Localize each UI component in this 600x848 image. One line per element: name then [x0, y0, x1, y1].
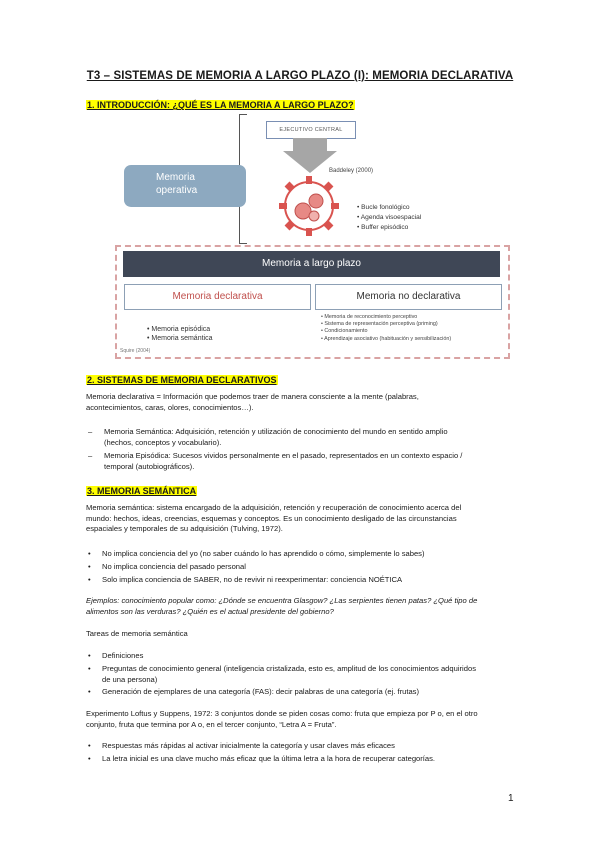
non-declarative-item: • Aprendizaje asociativo (habituación y sensibilización) — [321, 336, 451, 343]
working-memory-box: Memoria operativa — [124, 165, 246, 207]
non-declarative-items — [321, 314, 451, 343]
page-title: T3 – SISTEMAS DE MEMORIA A LARGO PLAZO (I): MEMORIA DECLARATIVA — [86, 70, 514, 82]
diagram-source: Squire (2004) — [120, 348, 151, 354]
non-declarative-memory-box: Memoria no declarativa — [315, 284, 502, 310]
semantic-definition: Memoria semántica: sistema encargado de la adquisición, retención y recuperación de conocimiento acerca del mundo: hechos, ideas, creencias, esquemas y conceptos. Es un conocimiento desligado de las circunstancias espaciales y temporales de su adquisición (Tulving, 1972). — [86, 503, 462, 533]
section-3-heading: 3. MEMORIA SEMÁNTICA — [87, 486, 197, 496]
gear-icon — [276, 173, 342, 239]
section-2-heading: 2. SISTEMAS DE MEMORIA DECLARATIVOS — [87, 375, 277, 385]
declarative-definition: Memoria declarativa = Información que podemos traer de manera consciente a la mente (palabras, acontecimientos, caras, olores, conocimientos…). — [86, 392, 419, 412]
declarative-items — [147, 325, 212, 343]
subsystem-item: • Buffer episódico — [357, 223, 421, 233]
down-arrow-icon — [293, 138, 327, 152]
baddeley-label: Baddeley (2000) — [329, 168, 374, 174]
section-1-heading: 1. INTRODUCCIÓN: ¿QUÉ ES LA MEMORIA A LARGO PLAZO? — [87, 100, 354, 110]
central-executive-box: EJECUTIVO CENTRAL — [266, 121, 356, 139]
declarative-item: • Memoria episódica — [147, 325, 212, 334]
subsystem-item: • Agenda visoespacial — [357, 213, 421, 223]
page-number: 1 — [508, 793, 514, 804]
memory-diagram — [0, 0, 600, 370]
non-declarative-item: • Memoria de reconocimiento perceptivo — [321, 314, 451, 321]
declarative-item: • Memoria semántica — [147, 334, 212, 343]
subsystem-item: • Bucle fonológico — [357, 203, 421, 213]
working-memory-subsystems — [357, 203, 421, 233]
experiment-paragraph: Experimento Loftus y Suppens, 1972: 3 conjuntos donde se piden cosas como: fruta que empieza por P o, en el otro conjunto, fruta que termina por A o, en el tercer conjunto, “Letra A = Fruta”. — [86, 709, 478, 729]
declarative-memory-box: Memoria declarativa — [124, 284, 311, 310]
tasks-title: Tareas de memoria semántica — [86, 629, 188, 638]
non-declarative-item: • Condicionamiento — [321, 328, 451, 335]
examples-paragraph: Ejemplos: conocimiento popular como: ¿Dónde se encuentra Glasgow? ¿Las serpientes tienen patas? ¿Qué tipo de alimentos son las verduras? ¿Quién es el actual presidente del gobierno? — [86, 596, 478, 616]
non-declarative-item: • Sistema de representación perceptiva (priming) — [321, 321, 451, 328]
long-term-memory-box: Memoria a largo plazo — [123, 251, 500, 277]
